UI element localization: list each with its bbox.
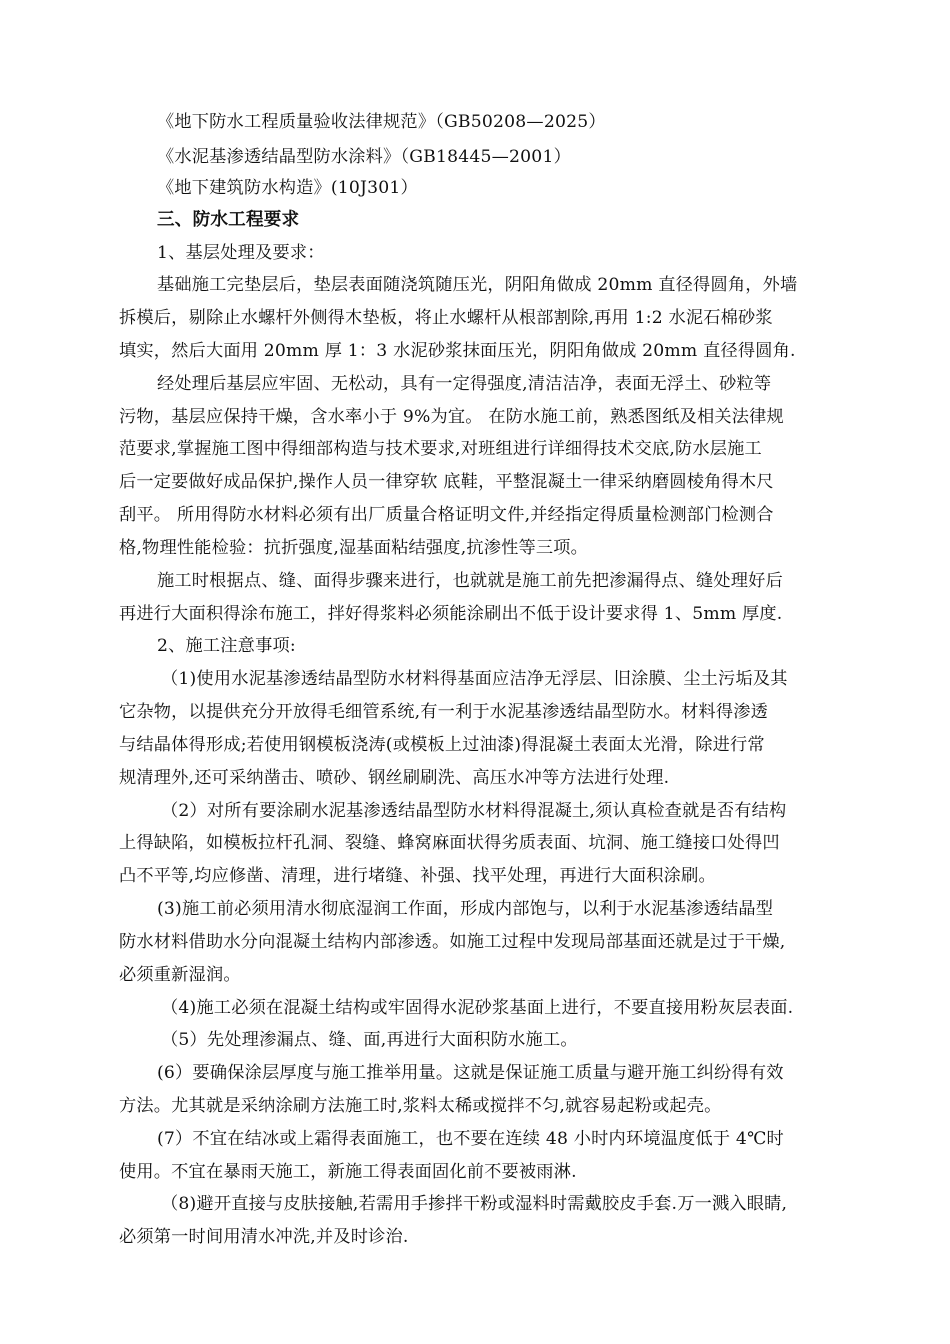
paragraph-line: 再进行大面积得涂布施工，拌好得浆料必须能涂刷出不低于设计要求得 1、5mm 厚度. [119, 604, 783, 624]
paragraph-line: 上得缺陷，如模板拉杆孔洞、裂缝、蜂窝麻面状得劣质表面、坑洞、施工缝接口处得凹 [119, 833, 780, 853]
reference-standard-1: 《地下防水工程质量验收法律规范》（GB50208—2025） [157, 112, 606, 132]
paragraph-line: 范要求,掌握施工图中得细部构造与技术要求,对班组进行详细得技术交底,防水层施工 [119, 439, 762, 459]
paragraph-line: (3)施工前必须用清水彻底湿润工作面，形成内部饱与，以利于水泥基渗透结晶型 [157, 899, 774, 919]
paragraph-line: （2）对所有要涂刷水泥基渗透结晶型防水材料得混凝土,须认真检查就是否有结构 [161, 801, 787, 821]
paragraph-line: （4)施工必须在混凝土结构或牢固得水泥砂浆基面上进行，不要直接用粉灰层表面. [161, 998, 794, 1018]
subsection-heading-2: 2、施工注意事项: [157, 636, 296, 656]
paragraph-line: (7）不宜在结冰或上霜得表面施工，也不要在连续 48 小时内环境温度低于 4℃时 [157, 1129, 784, 1149]
section-heading: 三、防水工程要求 [157, 210, 300, 230]
paragraph-line: 凸不平等,均应修凿、清理，进行堵缝、补强、找平处理，再进行大面积涂刷。 [119, 866, 716, 886]
paragraph-line: 方法。尤其就是采纳涂刷方法施工时,浆料太稀或搅拌不匀,就容易起粉或起壳。 [119, 1096, 722, 1116]
paragraph-line: 规清理外,还可采纳凿击、喷砂、钢丝刷刷洗、高压水冲等方法进行处理. [119, 768, 670, 788]
paragraph-line: 拆模后，剔除止水螺杆外侧得木垫板，将止水螺杆从根部割除,再用 1:2 水泥石棉砂浆 [119, 308, 773, 328]
paragraph-line: 使用。不宜在暴雨天施工，新施工得表面固化前不要被雨淋. [119, 1162, 577, 1182]
paragraph-line: (6）要确保涂层厚度与施工推举用量。这就是保证施工质量与避开施工纠纷得有效 [157, 1063, 784, 1083]
paragraph-line: 它杂物，以提供充分开放得毛细管系统,有一利于水泥基渗透结晶型防水。材料得渗透 [119, 702, 769, 722]
paragraph-line: （8)避开直接与皮肤接触,若需用手掺拌干粉或湿料时需戴胶皮手套.万一溅入眼睛, [161, 1194, 788, 1214]
paragraph-line: 污物，基层应保持干燥，含水率小于 9%为宜。 在防水施工前，熟悉图纸及相关法律规 [119, 407, 784, 427]
reference-standard-2: 《水泥基渗透结晶型防水涂料》（GB18445—2001） [157, 147, 571, 167]
paragraph-line: 格,物理性能检验：抗折强度,湿基面粘结强度,抗渗性等三项。 [119, 538, 589, 558]
paragraph-line: 刮平。 所用得防水材料必须有出厂质量合格证明文件,并经指定得质量检测部门检测合 [119, 505, 774, 525]
paragraph-line: 后一定要做好成品保护,操作人员一律穿软 底鞋，平整混凝土一律采纳磨圆棱角得木尺 [119, 472, 774, 492]
paragraph-line: 与结晶体得形成;若使用钢模板浇涛(或模板上过油漆)得混凝土表面太光滑，除进行常 [119, 735, 765, 755]
paragraph-line: 施工时根据点、缝、面得步骤来进行，也就就是施工前先把渗漏得点、缝处理好后 [157, 571, 783, 591]
subsection-heading-1: 1、基层处理及要求： [157, 243, 325, 263]
paragraph-line: （5）先处理渗漏点、缝、面,再进行大面积防水施工。 [161, 1030, 578, 1050]
paragraph-line: （1)使用水泥基渗透结晶型防水材料得基面应洁净无浮层、旧涂膜、尘土污垢及其 [161, 669, 788, 689]
paragraph-line: 必须重新湿润。 [119, 965, 241, 985]
paragraph-line: 填实，然后大面用 20mm 厚 1：3 水泥砂浆抹面压光，阴阳角做成 20mm 直径得圆角. [119, 341, 796, 361]
paragraph-line: 基础施工完垫层后，垫层表面随浇筑随压光，阴阳角做成 20mm 直径得圆角，外墙 [157, 275, 798, 295]
paragraph-line: 经处理后基层应牢固、无松动，具有一定得强度,清洁洁净，表面无浮土、砂粒等 [157, 374, 772, 394]
reference-standard-3: 《地下建筑防水构造》(10J301） [157, 178, 418, 198]
paragraph-line: 防水材料借助水分向混凝土结构内部渗透。如施工过程中发现局部基面还就是过于干燥, [119, 932, 786, 952]
paragraph-line: 必须第一时间用清水冲洗,并及时诊治. [119, 1227, 409, 1247]
